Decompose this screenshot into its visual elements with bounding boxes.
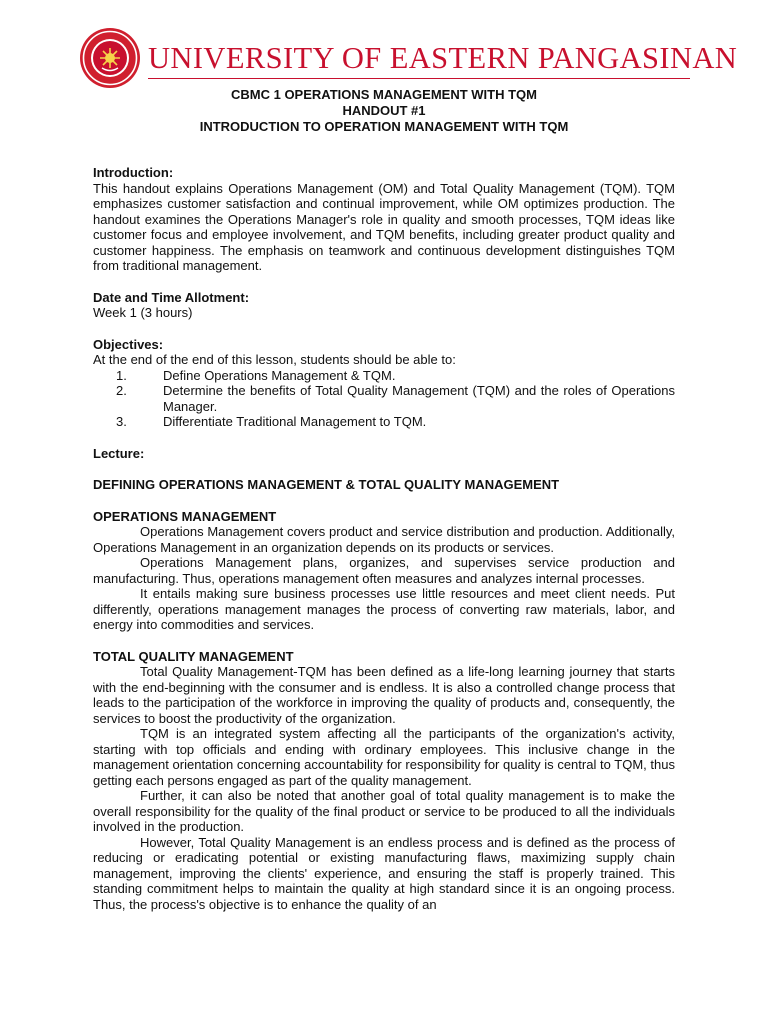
university-name: UNIVERSITY OF EASTERN PANGASINAN [148, 41, 738, 75]
objective-text: Differentiate Traditional Management to TQM. [163, 414, 427, 429]
introduction-text: This handout explains Operations Management (OM) and Total Quality Management (TQM). TQM emphasizes customer satisfaction and continual improvement, while OM optimizes production. The handout examines the Operations Manager's role in quality and smooth processes, TQM ideas like customer focus and employee involvement, and TQM benefits, including greater product quality and customer happiness. The emphasis on teamwork and continuous development distinguishes TQM from traditional management. [93, 180, 675, 273]
document-titles [93, 87, 675, 135]
objective-number: 2. [116, 383, 127, 398]
allotment-text: Week 1 (3 hours) [93, 305, 193, 320]
handout-number: HANDOUT #1 [342, 103, 426, 118]
om-paragraph: Operations Management plans, organizes, and supervises service production and manufacturing. Thus, operations management often measures and analyzes internal processes. [93, 555, 675, 586]
university-header [78, 26, 738, 88]
tqm-paragraph: Total Quality Management-TQM has been defined as a life-long learning journey that starts with the end-beginning with the consumer and is endless. It is also a controlled change process that leads to the participation of the workforce in improving the quality of products and, consequently, the services to boost the productivity of the organization. [93, 664, 675, 726]
om-paragraph: It entails making sure business processes use little resources and meet client needs. Put differently, operations management manages the process of converting raw materials, labor, and energy into commodities and services. [93, 586, 675, 632]
om-heading: OPERATIONS MANAGEMENT [93, 508, 277, 524]
objective-item [93, 368, 675, 384]
document-body [93, 165, 675, 912]
objectives-intro: At the end of the end of this lesson, students should be able to: [93, 352, 456, 367]
objective-item [93, 414, 675, 430]
header-divider [148, 78, 690, 79]
introduction-label: Introduction: [93, 165, 174, 180]
tqm-paragraph: TQM is an integrated system affecting all the participants of the organization's activity, starting with top officials and ending with ordinary employees. This inclusive change in the management orientation concerning accountability for responsibility for quality is central to TQM, thus getting each persons engaged as part of the quality management. [93, 726, 675, 788]
objective-text: Define Operations Management & TQM. [163, 367, 396, 383]
tqm-paragraph: However, Total Quality Management is an endless process and is defined as the process of reducing or eradicating potential or existing manufacturing flaws, maximizing supply chain management, improving the clients' experience, and ensuring the staff is properly trained. This standing commitment helps to maintain the quality at high standard since it is an ongoing process. Thus, the process's objective is to enhance the quality of an [93, 834, 675, 912]
tqm-heading: TOTAL QUALITY MANAGEMENT [93, 648, 294, 664]
lecture-label: Lecture: [93, 445, 145, 461]
course-title: CBMC 1 OPERATIONS MANAGEMENT WITH TQM [231, 87, 537, 102]
objective-number: 3. [116, 414, 127, 429]
university-seal-logo [78, 26, 142, 90]
om-paragraph: Operations Management covers product and service distribution and production. Additionally, Operations Management in an organization depends on its products or services. [93, 524, 675, 555]
section-title: DEFINING OPERATIONS MANAGEMENT & TOTAL QUALITY MANAGEMENT [93, 477, 560, 492]
objective-item [93, 383, 675, 414]
objectives-label: Objectives: [93, 336, 164, 352]
handout-title: INTRODUCTION TO OPERATION MANAGEMENT WITH TQM [199, 119, 569, 134]
tqm-paragraph: Further, it can also be noted that another goal of total quality management is to make the overall responsibility for the quality of the final product or service to be produced to all the individuals involved in the production. [93, 788, 675, 834]
allotment-label: Date and Time Allotment: [93, 289, 250, 305]
objective-text: Determine the benefits of Total Quality Management (TQM) and the roles of Operations Manager. [163, 383, 675, 414]
objective-number: 1. [116, 367, 127, 383]
